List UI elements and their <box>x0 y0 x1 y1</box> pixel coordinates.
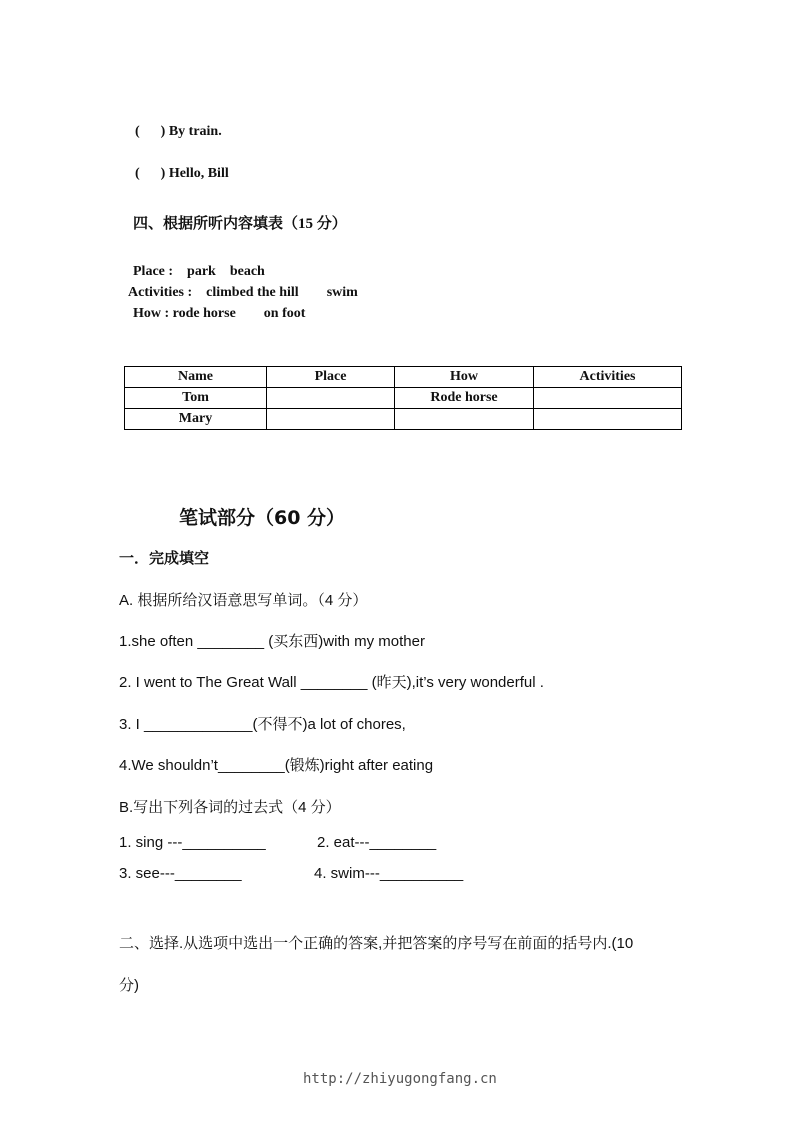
part1-title: 一．完成填空 <box>119 549 210 567</box>
table-cell <box>395 409 534 430</box>
fill-in-table <box>124 366 682 430</box>
fill-item-2: 2. I went to The Great Wall ________ (昨天),it’s very wonderful . <box>119 674 544 691</box>
table-header: Activities <box>534 367 682 388</box>
item-text: Hello, Bill <box>168 166 229 181</box>
table-row <box>125 409 682 430</box>
fill-item-3: 3. I _____________(不得不)a lot of chores, <box>119 716 406 733</box>
part2-instruction-line2: 分) <box>119 977 139 994</box>
info-line-activities: Activities : climbed the hill swim <box>128 285 358 300</box>
fill-item-4: 4.We shouldn’t________(锻炼)right after eating <box>119 757 434 774</box>
past-tense-item-4: 4. swim---__________ <box>314 865 464 882</box>
table-header: Name <box>125 367 267 388</box>
table-cell: Mary <box>125 409 267 430</box>
past-tense-item-1: 1. sing ---__________ <box>119 834 266 851</box>
partB-title: B.写出下列各词的过去式（4 分） <box>119 799 341 816</box>
table-cell <box>267 409 395 430</box>
info-line-place: Place : park beach <box>133 264 265 279</box>
partA-title: A. 根据所给汉语意思写单词。（4 分） <box>119 592 368 609</box>
table-cell: Rode horse <box>395 388 534 409</box>
fill-item-1: 1.she often ________ (买东西)with my mother <box>119 633 425 650</box>
section4-title: 四、根据所听内容填表（15 分） <box>133 216 347 232</box>
info-line-how: How : rode horse on foot <box>133 306 306 321</box>
part2-instruction-line1: 二、选择.从选项中选出一个正确的答案,并把答案的序号写在前面的括号内.(10 <box>119 935 634 952</box>
table-cell <box>534 388 682 409</box>
item-text: By train. <box>168 124 222 139</box>
table-cell <box>534 409 682 430</box>
answer-paren: ( ) <box>135 166 166 181</box>
listening-item-1 <box>128 108 222 140</box>
table-row <box>125 388 682 409</box>
table-cell: Tom <box>125 388 267 409</box>
past-tense-item-2: 2. eat---________ <box>317 834 437 851</box>
table-header: How <box>395 367 534 388</box>
written-part-title: 笔试部分（60 分） <box>179 507 346 529</box>
past-tense-item-3: 3. see---________ <box>119 865 242 882</box>
footer-url: http://zhiyugongfang.cn <box>303 1071 497 1087</box>
listening-item-2 <box>128 150 229 182</box>
table-header: Place <box>267 367 395 388</box>
answer-paren: ( ) <box>135 124 166 139</box>
table-cell <box>267 388 395 409</box>
table-header-row <box>125 367 682 388</box>
